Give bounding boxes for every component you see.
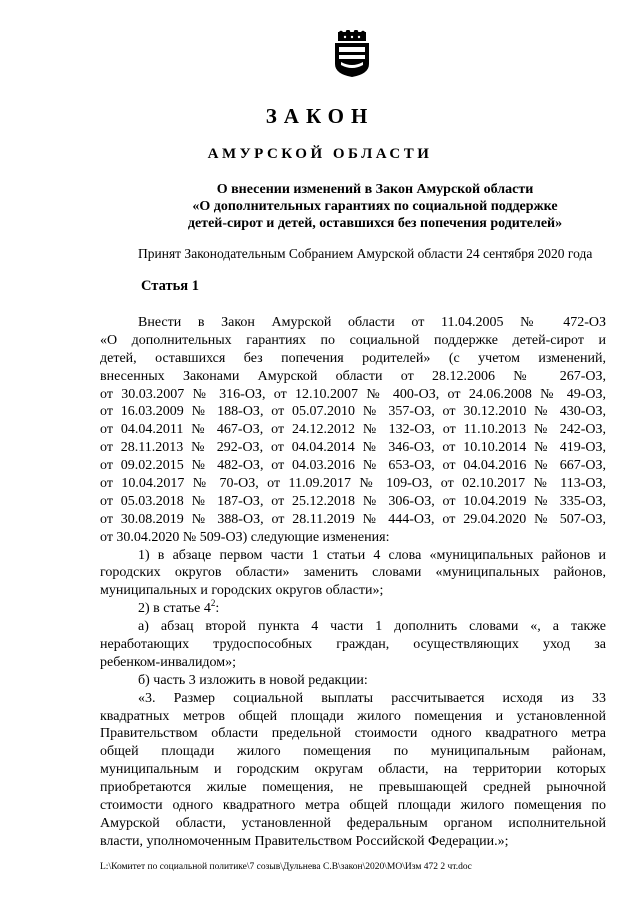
item-2-superscript: 2	[210, 598, 216, 609]
coat-of-arms-icon	[331, 30, 373, 78]
body-line: от 16.03.2009 № 188-ОЗ, от 05.07.2010 № 357-ОЗ, от 30.12.2010 № 430-ОЗ,	[100, 404, 606, 420]
item-2a-line: а) абзац второй пункта 4 части 1 дополнить словами «, а также	[138, 619, 606, 635]
subject-line: детей-сирот и детей, оставшихся без попечения родителей»	[187, 216, 563, 231]
quote-line: Амурской области, установленной федеральным органом исполнительной	[100, 815, 606, 831]
body-line: от 30.04.2020 № 509-ОЗ) следующие изменения:	[100, 529, 390, 545]
body-line: «О дополнительных гарантиях по социальной поддержке детей-сирот и	[100, 332, 606, 348]
quote-line: общей площади жилого помещения по муниципальным районам,	[100, 744, 606, 760]
body-line: от 30.08.2019 № 388-ОЗ, от 28.11.2019 № 444-ОЗ, от 29.04.2020 № 507-ОЗ,	[100, 511, 606, 527]
item-2b-line: б) часть 3 изложить в новой редакции:	[138, 672, 368, 688]
article-heading: Статья 1	[141, 278, 199, 294]
body-line: внесенных Законами Амурской области от 28.12.2006 № 267-ОЗ,	[100, 368, 606, 384]
quote-line: квадратных метров общей площади жилого помещения и установленной	[100, 708, 606, 724]
item-2a-line: ребенком-инвалидом»;	[100, 654, 237, 670]
item-1-line: 1) в абзаце первом части 1 статьи 4 слова «муниципальных районов и	[138, 547, 606, 563]
subject-line: «О дополнительных гарантиях по социальной поддержке	[192, 199, 558, 214]
quote-line: стоимости одного квадратного метра общей площади жилого помещения по	[100, 798, 606, 814]
body-line: от 28.11.2013 № 292-ОЗ, от 04.04.2014 № 346-ОЗ, от 10.10.2014 № 419-ОЗ,	[100, 440, 606, 456]
article-body	[100, 314, 606, 851]
item-1-line: городских округов области» заменить словами «муниципальных районов,	[100, 565, 606, 581]
adoption-note: Принят Законодательным Собранием Амурской области 24 сентября 2020 года	[138, 246, 593, 261]
quote-line: Правительством области предельной стоимости одного квадратного метра	[100, 726, 606, 742]
quote-line: власти, уполномоченным Правительством Российской Федерации.»;	[100, 833, 509, 849]
law-subject	[160, 181, 590, 232]
region-title: АМУРСКОЙ ОБЛАСТИ	[207, 146, 433, 162]
item-2a-line: неработающих трудоспособных граждан, осуществляющих уход за	[100, 637, 606, 653]
body-line: от 04.04.2011 № 467-ОЗ, от 24.12.2012 № 132-ОЗ, от 11.10.2013 № 242-ОЗ,	[100, 422, 606, 438]
body-line: от 09.02.2015 № 482-ОЗ, от 04.03.2016 № 653-ОЗ, от 04.04.2016 № 667-ОЗ,	[100, 458, 606, 474]
subject-line: О внесении изменений в Закон Амурской области	[216, 182, 534, 197]
body-line: от 05.03.2018 № 187-ОЗ, от 25.12.2018 № 306-ОЗ, от 10.04.2019 № 335-ОЗ,	[100, 493, 606, 509]
law-title: ЗАКОН	[265, 104, 375, 128]
body-line: детей, оставшихся без попечения родителей» (с учетом изменений,	[100, 350, 606, 366]
quote-line: муниципальным и городским округам области, на территории которых	[100, 762, 606, 778]
quote-line: «3. Размер социальной выплаты рассчитывается исходя из 33	[138, 690, 606, 706]
item-2-text: 2) в статье 4	[138, 601, 211, 617]
item-1-line: муниципальных и городских округов области»;	[100, 583, 384, 599]
body-line: от 30.03.2007 № 316-ОЗ, от 12.10.2007 № 400-ОЗ, от 24.06.2008 № 49-ОЗ,	[100, 386, 606, 402]
item-2-heading	[100, 600, 606, 618]
quote-line: приобретаются жилые помещения, не превышающей средней рыночной	[100, 780, 606, 796]
body-line: Внести в Закон Амурской области от 11.04.2005 № 472-ОЗ	[138, 315, 606, 330]
body-line: от 10.04.2017 № 70-ОЗ, от 11.09.2017 № 109-ОЗ, от 02.10.2017 № 113-ОЗ,	[100, 476, 606, 492]
file-path-footer: L:\Комитет по социальной политике\7 созыв\Дульнева С.В\закон\2020\МО\Изм 472 2 чт.doc	[100, 862, 472, 872]
item-2-colon: :	[215, 601, 220, 617]
